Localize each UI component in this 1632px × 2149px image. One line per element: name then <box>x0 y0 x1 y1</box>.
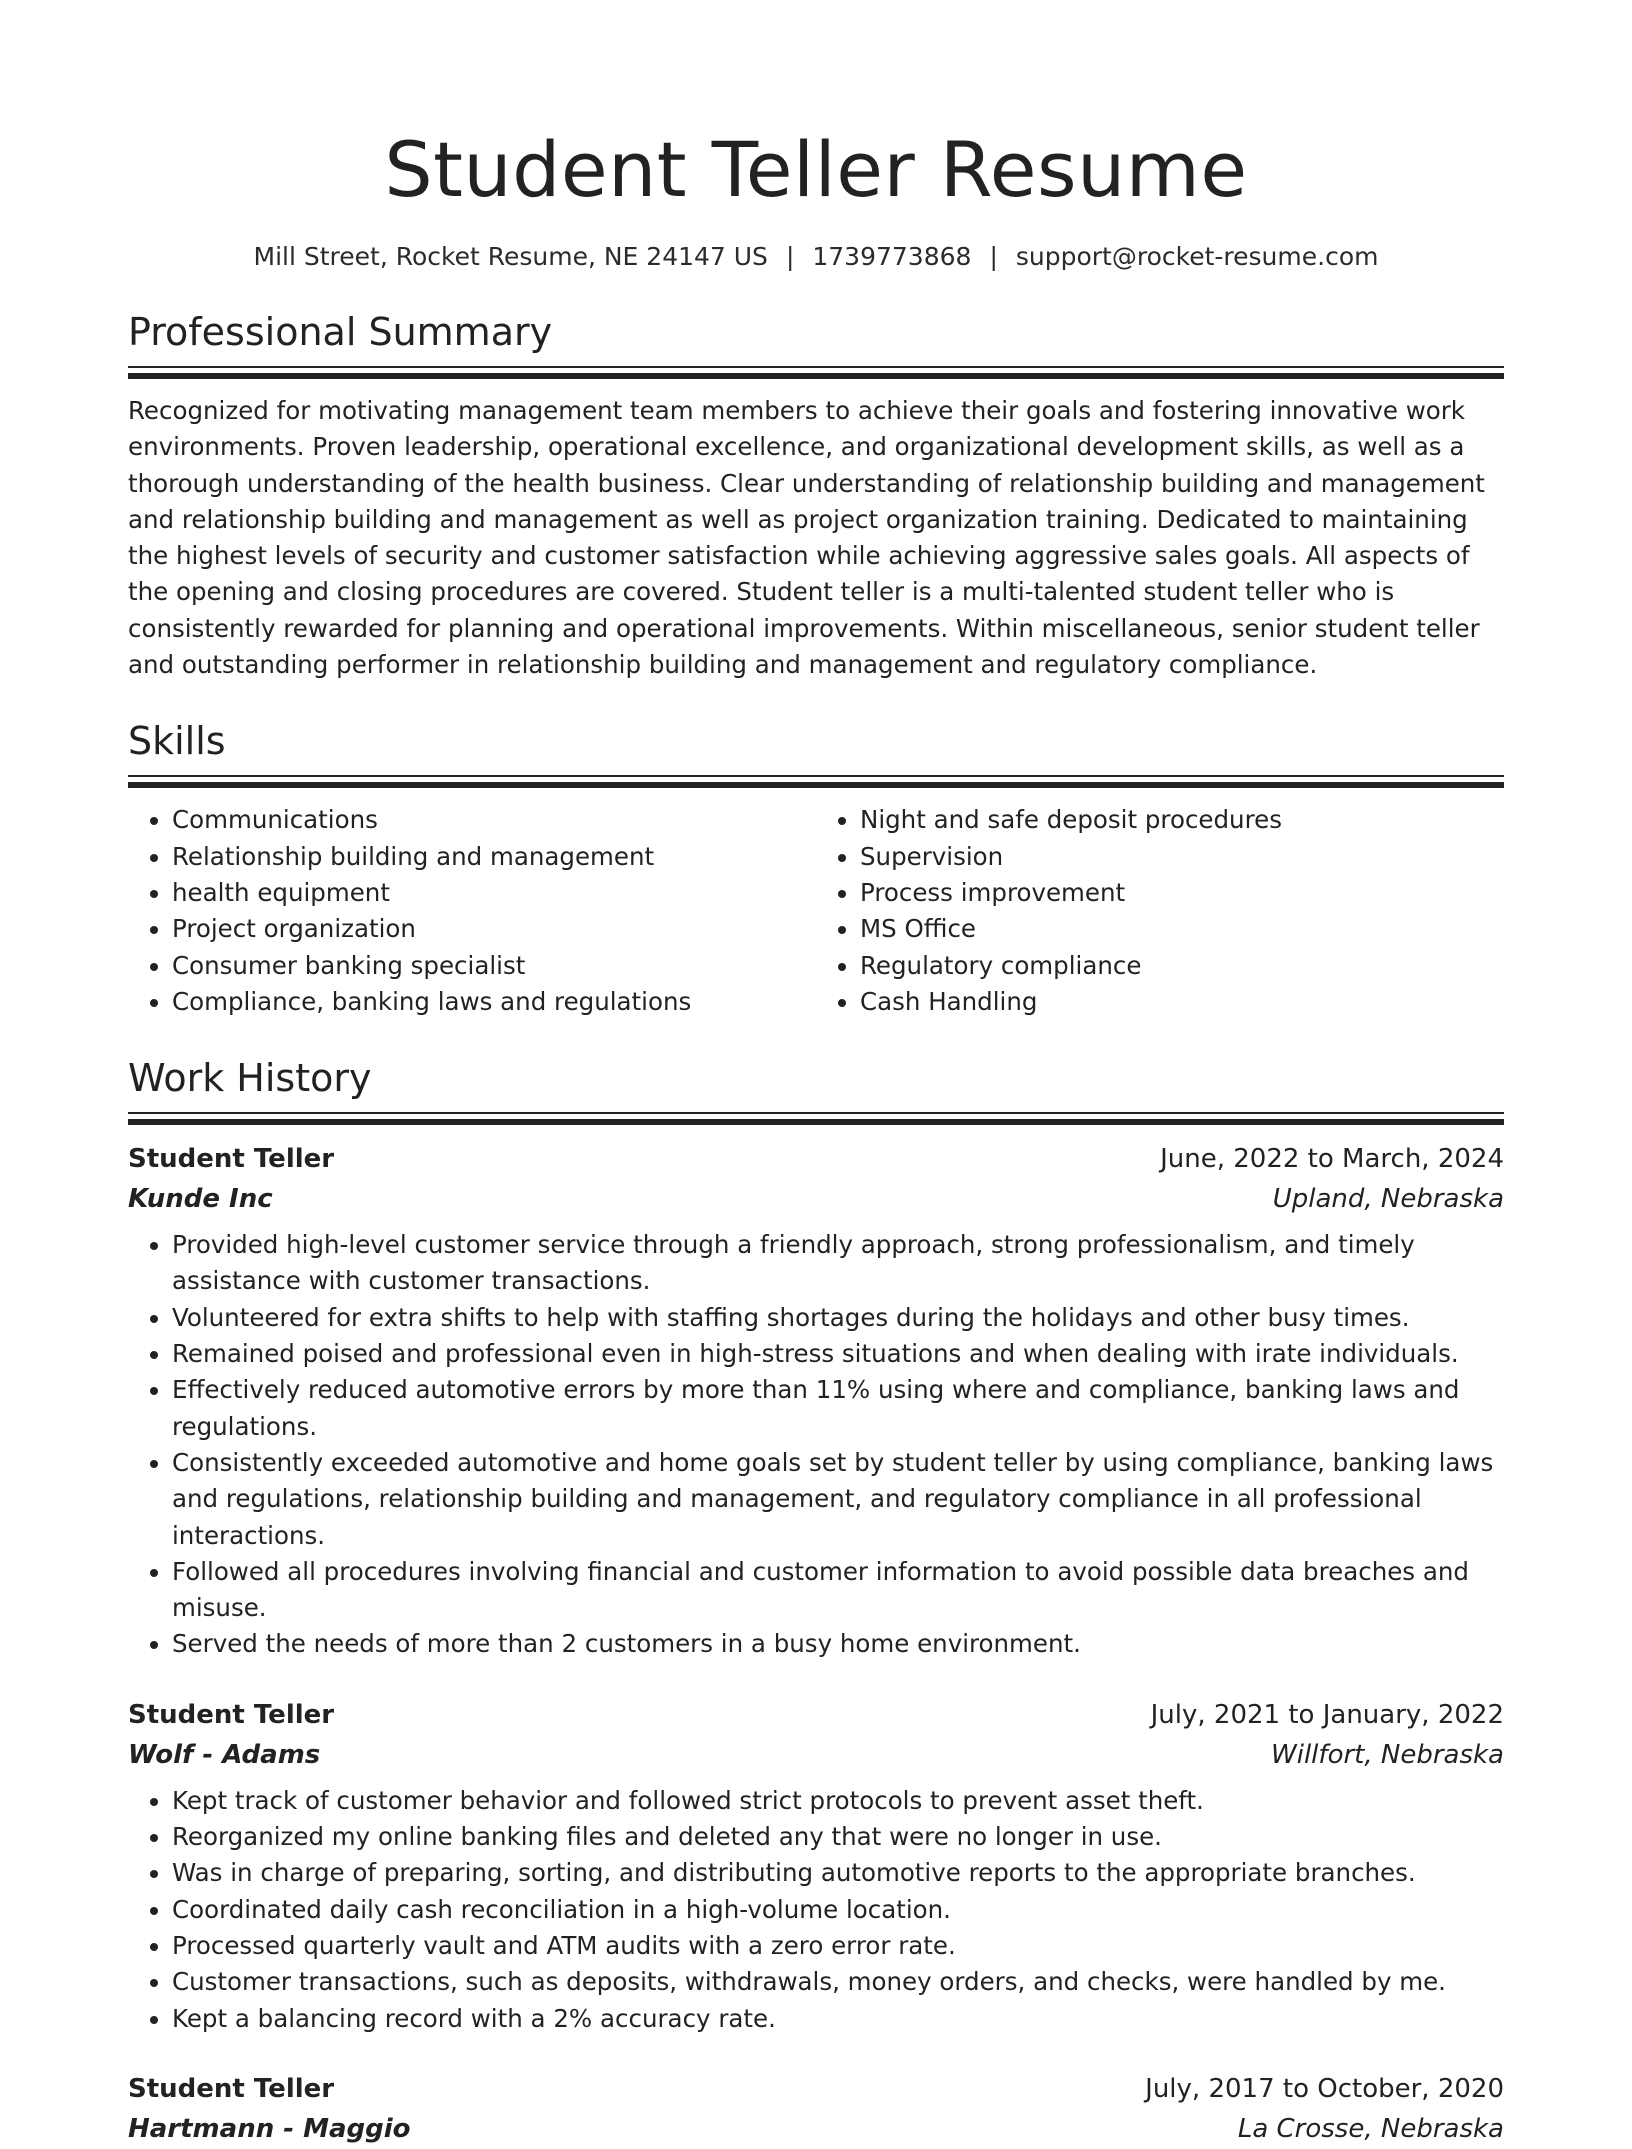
contact-phone: 1739773868 <box>812 242 972 271</box>
section-divider <box>128 775 1504 788</box>
job-entry <box>128 1695 1504 2037</box>
job-bullet: • Kept track of customer behavior and followed strict protocols to prevent asset theft. <box>172 1783 1504 1819</box>
job-bullet: • Volunteered for extra shifts to help with staffing shortages during the holidays and other busy times. <box>172 1300 1504 1336</box>
skill-item: • Process improvement <box>860 875 1504 911</box>
job-bullet: • Kept a balancing record with a 2% accuracy rate. <box>172 2001 1504 2037</box>
skill-item: • Compliance, banking laws and regulations <box>172 984 816 1020</box>
job-subheader <box>128 1735 1504 1775</box>
contact-address: Mill Street, Rocket Resume, NE 24147 US <box>253 242 768 271</box>
job-bullet: • Effectively reduced automotive errors by more than 11% using where and compliance, banking laws and regulations. <box>172 1372 1504 1445</box>
skill-item: • MS Office <box>860 911 1504 947</box>
job-bullet: • Coordinated daily cash reconciliation in a high-volume location. <box>172 1892 1504 1928</box>
section-divider <box>128 1112 1504 1125</box>
page-title: Student Teller Resume <box>384 125 1248 214</box>
contact-line <box>128 240 1504 274</box>
job-header <box>128 2069 1504 2109</box>
job-dates: July, 2021 to January, 2022 <box>1150 1699 1504 1730</box>
job-subheader <box>128 1179 1504 1219</box>
skills-section <box>128 717 1504 1020</box>
job-title: Student Teller <box>128 1699 335 1730</box>
job-location: Willfort, Nebraska <box>1271 1739 1504 1770</box>
job-bullet: • Was in charge of preparing, sorting, and distributing automotive reports to the appropriate branches. <box>172 1855 1504 1891</box>
job-header <box>128 1139 1504 1179</box>
job-dates: July, 2017 to October, 2020 <box>1145 2073 1504 2104</box>
job-bullet: • Processed quarterly vault and ATM audits with a zero error rate. <box>172 1928 1504 1964</box>
job-subheader <box>128 2109 1504 2149</box>
section-heading-skills: Skills <box>128 719 226 764</box>
skill-item: • health equipment <box>172 875 816 911</box>
skill-item: • Supervision <box>860 839 1504 875</box>
skills-list <box>128 802 1504 1020</box>
job-location: Upland, Nebraska <box>1272 1184 1504 1215</box>
contact-separator: | <box>989 242 998 271</box>
job-title: Student Teller <box>128 1144 335 1175</box>
summary-section <box>128 308 1504 683</box>
job-company: Kunde Inc <box>128 1184 273 1215</box>
skill-item: • Regulatory compliance <box>860 948 1504 984</box>
job-bullet: • Provided high-level customer service through a friendly approach, strong professionalism, and timely assistance with customer transactions. <box>172 1227 1504 1300</box>
section-heading-work-history: Work History <box>128 1056 372 1101</box>
skill-item: • Night and safe deposit procedures <box>860 802 1504 838</box>
job-company: Hartmann - Maggio <box>128 2113 411 2144</box>
skill-item: • Relationship building and management <box>172 839 816 875</box>
contact-separator: | <box>785 242 795 271</box>
job-bullet: • Served the needs of more than 2 customers in a busy home environment. <box>172 1626 1504 1662</box>
summary-text: Recognized for motivating management team members to achieve their goals and fostering innovative work environments. Proven leadership, operational excellence, and organizational development skills, as well as a thorough understanding of the health business. Clear understanding of relationship building and management and relationship building and management as well as project organization training. Dedicated to maintaining the highest levels of security and customer satisfaction while achieving aggressive sales goals. All aspects of the opening and closing procedures are covered. Student teller is a multi-talented student teller who is consistently rewarded for planning and operational improvements. Within miscellaneous, senior student teller and outstanding performer in relationship building and management and regulatory compliance. <box>128 396 1485 680</box>
job-dates: June, 2022 to March, 2024 <box>1160 1144 1504 1175</box>
job-header <box>128 1695 1504 1735</box>
job-bullets <box>128 1227 1504 1663</box>
job-entry <box>128 1139 1504 1663</box>
section-divider <box>128 366 1504 379</box>
section-heading-summary: Professional Summary <box>128 310 553 354</box>
job-bullet: • Remained poised and professional even in high-stress situations and when dealing with irate individuals. <box>172 1336 1504 1372</box>
skill-item: • Cash Handling <box>860 984 1504 1020</box>
skill-item: • Communications <box>172 802 816 838</box>
job-bullet: • Followed all procedures involving financial and customer information to avoid possible data breaches and misuse. <box>172 1554 1504 1627</box>
skill-item: • Consumer banking specialist <box>172 948 816 984</box>
job-bullet: • Consistently exceeded automotive and home goals set by student teller by using compliance, banking laws and regulations, relationship building and management, and regulatory compliance in all professional interactions. <box>172 1445 1504 1554</box>
job-bullet: • Reorganized my online banking files and deleted any that were no longer in use. <box>172 1819 1504 1855</box>
job-title: Student Teller <box>128 2073 335 2104</box>
job-location: La Crosse, Nebraska <box>1237 2113 1504 2144</box>
contact-email[interactable]: support@rocket-resume.com <box>1015 242 1379 271</box>
skill-item: • Project organization <box>172 911 816 947</box>
work-history-section <box>128 1054 1504 2149</box>
job-bullets <box>128 1783 1504 2037</box>
skills-column-left <box>128 802 816 1020</box>
job-entry <box>128 2069 1504 2149</box>
skills-column-right <box>816 802 1504 1020</box>
job-bullet: • Customer transactions, such as deposits, withdrawals, money orders, and checks, were handled by me. <box>172 1964 1504 2000</box>
job-company: Wolf - Adams <box>128 1739 321 1770</box>
